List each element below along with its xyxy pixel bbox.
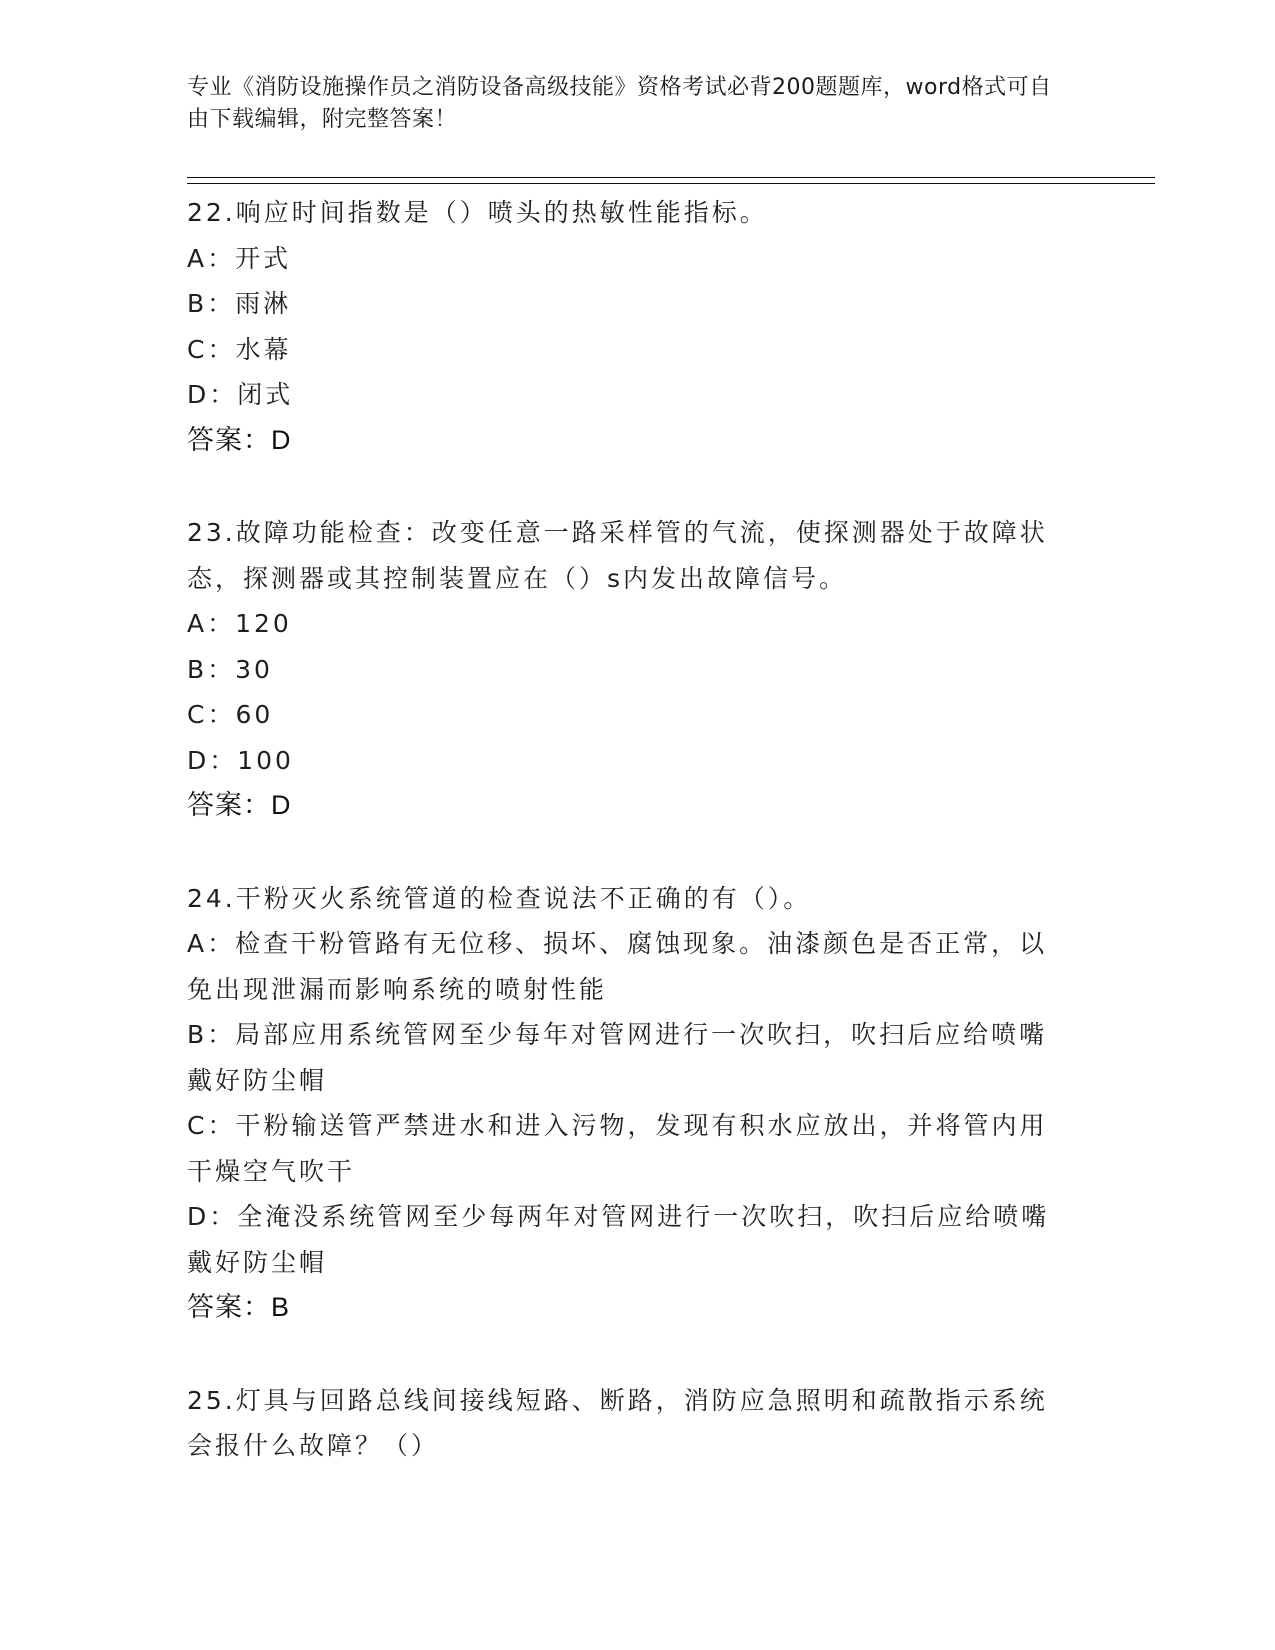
answer-text: 答案：B [187,1292,291,1322]
question-block [187,1378,1067,1469]
option-text: C：干粉输送管严禁进水和进入污物，发现有积水应放出，并将管内用 [187,1111,1048,1140]
option-text: 戴好防尘帽 [187,1247,328,1277]
question-list [187,190,1067,1469]
option-text: B：雨淋 [187,289,292,318]
option-text: 干燥空气吹干 [187,1156,356,1186]
question-stem: 22.响应时间指数是（）喷头的热敏性能指标。 [187,198,768,227]
option-text: A：120 [187,609,292,638]
option-text: A：检查干粉管路有无位移、损坏、腐蚀现象。油漆颜色是否正常，以 [187,929,1048,958]
option-text: B：30 [187,654,273,684]
option-text: D：全淹没系统管网至少每两年对管网进行一次吹扫，吹扫后应给喷嘴 [187,1202,1050,1231]
option-text: 免出现泄漏而影响系统的喷射性能 [187,974,608,1004]
question-block [187,190,1067,463]
question-block [187,876,1067,1331]
option-text: C：水幕 [187,334,292,364]
question-stem: 25.灯具与回路总线间接线短路、断路，消防应急照明和疏散指示系统 [187,1385,1048,1415]
option-text: C：60 [187,700,274,729]
question-stem: 24.干粉灭火系统管道的检查说法不正确的有（）。 [187,883,812,913]
question-block [187,510,1067,829]
option-text: 戴好防尘帽 [187,1065,328,1095]
option-text: D：闭式 [187,380,294,409]
document-header: 专业《消防设施操作员之消防设备高级技能》资格考试必背200题题库，word格式可自由下载编辑，附完整答案！ [187,75,1052,132]
question-stem: 会报什么故障？（） [187,1431,440,1460]
answer-text: 答案：D [187,424,292,455]
option-text: B：局部应用系统管网至少每年对管网进行一次吹扫，吹扫后应给喷嘴 [187,1020,1048,1049]
option-text: A：开式 [187,243,292,273]
header-divider-top [187,177,1155,178]
question-stem: 态，探测器或其控制装置应在（）s内发出故障信号。 [187,563,848,593]
answer-text: 答案：D [187,790,292,820]
header-divider-bottom [187,183,1155,184]
option-text: D：100 [187,745,294,775]
question-stem: 23.故障功能检查：改变任意一路采样管的气流，使探测器处于故障状 [187,518,1048,547]
